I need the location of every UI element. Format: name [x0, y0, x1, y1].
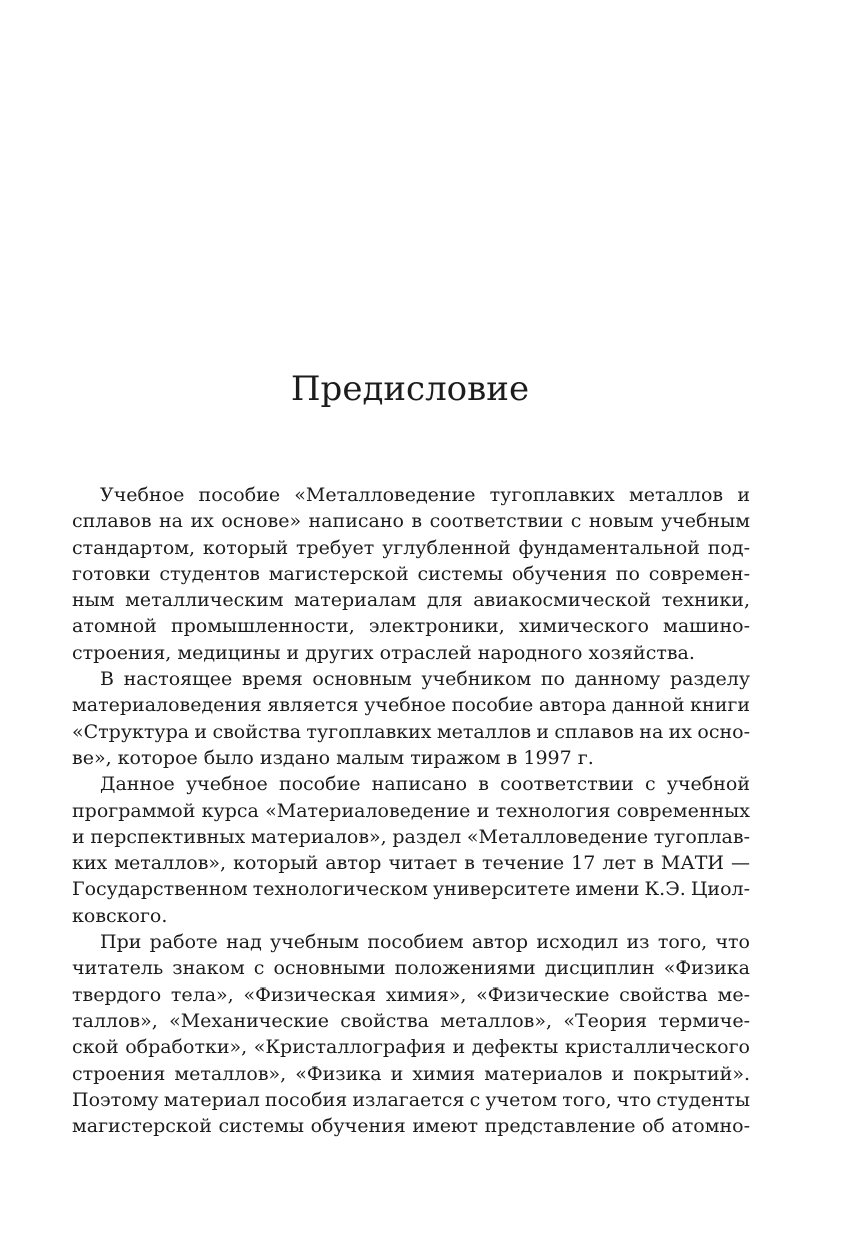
paragraph-3	[72, 771, 750, 929]
text-line: строения металлов», «Физика и химия материалов и покрытий».	[72, 1062, 750, 1085]
text-line: При работе над учебным пособием автор исходил из того, что	[100, 931, 750, 954]
text-line: ковского.	[72, 904, 168, 927]
text-line: сплавов на их основе» написано в соответствии с новым учебным	[72, 510, 750, 533]
text-line: таллов», «Механические свойства металлов», «Теория термиче-	[72, 1009, 750, 1032]
text-line: стандартом, который требует углубленной фундаментальной под-	[72, 536, 750, 559]
text-line: Государственном технологическом университете имени К.Э. Циол-	[72, 878, 750, 901]
page-title: Предисловие	[290, 369, 530, 409]
text-line: готовки студентов магистерской системы обучения по современ-	[72, 562, 750, 585]
text-line: В настоящее время основным учебником по данному разделу	[100, 668, 750, 691]
text-line: твердого тела», «Физическая химия», «Физические свойства ме-	[72, 983, 750, 1006]
paragraph-1	[72, 482, 750, 666]
preface-body	[72, 482, 750, 1139]
text-line: программой курса «Материаловедение и технология современных	[72, 799, 750, 822]
text-line: материаловедения является учебное пособие автора данной книги	[72, 694, 750, 717]
text-line: ным металлическим материалам для авиакосмической техники,	[72, 589, 750, 612]
paragraph-2	[72, 666, 750, 771]
text-line: Данное учебное пособие написано в соответствии с учебной	[100, 773, 750, 796]
text-line: атомной промышленности, электроники, химического машино-	[72, 615, 750, 638]
paragraph-4	[72, 929, 750, 1139]
text-line: ской обработки», «Кристаллография и дефекты кристаллического	[72, 1036, 750, 1059]
text-line: магистерской системы обучения имеют представление об атомно-	[72, 1115, 750, 1138]
text-line: ких металлов», который автор читает в течение 17 лет в МАТИ —	[72, 852, 750, 875]
text-line: Учебное пособие «Металловедение тугоплавких металлов и	[100, 484, 750, 506]
text-line: «Структура и свойства тугоплавких металлов и сплавов на их осно-	[72, 720, 750, 743]
text-line: читатель знаком с основными положениями дисциплин «Физика	[72, 957, 750, 980]
text-line: ве», которое было издано малым тиражом в 1997 г.	[72, 746, 594, 769]
text-line: Поэтому материал пособия излагается с учетом того, что студенты	[72, 1088, 750, 1111]
text-line: и перспективных материалов», раздел «Металловедение тугоплав-	[72, 825, 750, 848]
text-line: строения, медицины и других отраслей народного хозяйства.	[72, 641, 695, 664]
